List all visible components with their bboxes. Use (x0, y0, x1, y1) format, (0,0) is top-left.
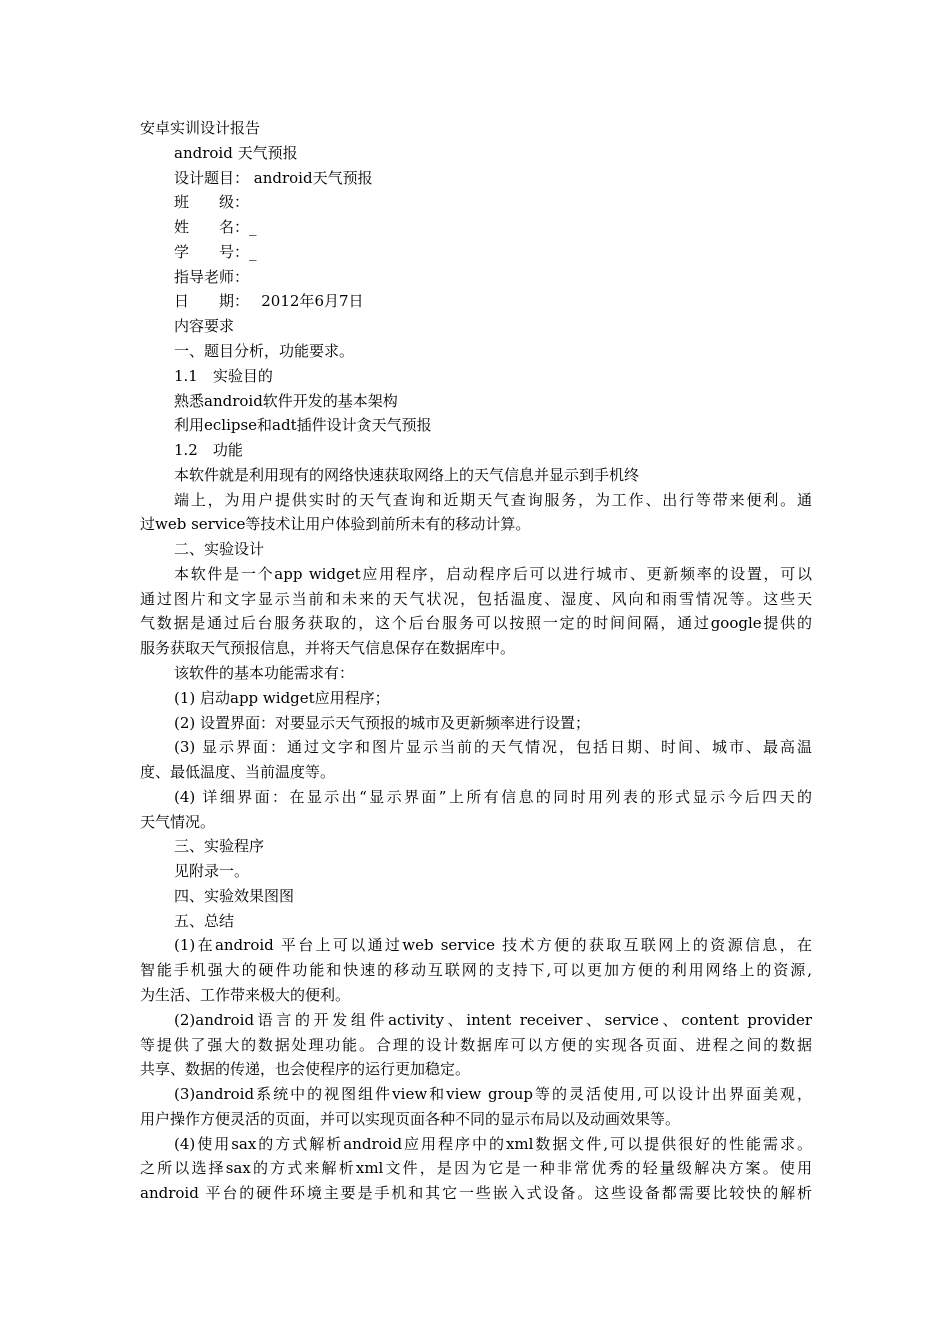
text-line: 学 号：_ (174, 242, 257, 261)
text-line: 天气情况。 (140, 812, 216, 831)
text-line: 端上，为用户提供实时的天气查询和近期天气查询服务，为工作、出行等带来便利。通 (174, 490, 812, 509)
text-line: 共享、数据的传递，也会使程序的运行更加稳定。 (140, 1060, 471, 1079)
text-line: 班 级： (174, 193, 250, 212)
text-line: 二、实验设计 (174, 540, 265, 559)
text-line: 见附录一。 (174, 862, 250, 881)
text-line: 智能手机强大的硬件功能和快速的移动互联网的支持下,可以更加方便的利用网络上的资源, (140, 961, 812, 980)
text-line: 通过图片和文字显示当前和未来的天气状况，包括温度、湿度、风向和雨雪情况等。这些天 (140, 589, 812, 608)
text-line: 度、最低温度、当前温度等。 (140, 763, 336, 781)
text-line: 气数据是通过后台服务获取的，这个后台服务可以按照一定的时间间隔，通过google提供的 (140, 614, 812, 633)
text-line: 等提供了强大的数据处理功能。合理的设计数据库可以方便的实现各页面、进程之间的数据 (140, 1035, 812, 1054)
text-line: 姓 名：_ (174, 218, 257, 237)
text-line: 五、总结 (174, 911, 235, 930)
text-line: (3) 显示界面：通过文字和图片显示当前的天气情况，包括日期、时间、城市、最高温 (174, 738, 812, 757)
text-line: 内容要求 (174, 317, 235, 336)
text-line: 日 期： 2012年6月7日 (174, 292, 364, 311)
text-line: (2)android语言的开发组件activity、intent receiver、service、content provider (174, 1010, 812, 1029)
text-line: 用户操作方便灵活的页面，并可以实现页面各种不同的显示布局以及动画效果等。 (140, 1109, 681, 1128)
text-line: 熟悉android软件开发的基本架构 (174, 391, 398, 410)
text-line: 1.1 实验目的 (174, 366, 273, 385)
text-line: android 平台的硬件环境主要是手机和其它一些嵌入式设备。这些设备都需要比较快的解析 (140, 1184, 812, 1203)
text-line: 三、实验程序 (174, 837, 265, 856)
text-line: (3)android系统中的视图组件view和view group等的灵活使用,可以设计出界面美观， (174, 1085, 812, 1103)
text-line: android 天气预报 (174, 143, 298, 162)
text-line: (1)在android 平台上可以通过web service 技术方便的获取互联网上的资源信息，在 (174, 936, 812, 955)
text-line: 之所以选择sax的方式来解析xml文件，是因为它是一种非常优秀的轻量级解决方案。使用 (140, 1159, 812, 1178)
text-line: 指导老师： (174, 267, 250, 286)
text-line: 本软件就是利用现有的网络快速获取网络上的天气信息并显示到手机终 (174, 465, 640, 484)
text-line: (1) 启动app widget应用程序； (174, 688, 390, 707)
text-line: 服务获取天气预报信息，并将天气信息保存在数据库中。 (140, 639, 516, 658)
text-line: (4) 详细界面：在显示出“显示界面”上所有信息的同时用列表的形式显示今后四天的 (174, 787, 812, 806)
document-title: 安卓实训设计报告 (140, 119, 261, 137)
text-line: 设计题目： android天气预报 (174, 168, 373, 187)
text-line: 过web service等技术让用户体验到前所未有的移动计算。 (140, 515, 531, 534)
text-line: 1.2 功能 (174, 441, 243, 459)
text-line: 本软件是一个app widget应用程序，启动程序后可以进行城市、更新频率的设置，可以 (174, 564, 812, 583)
text-line: 为生活、工作带来极大的便利。 (140, 985, 351, 1004)
text-line: 四、实验效果图图 (174, 886, 295, 905)
text-line: 一、题目分析，功能要求。 (174, 341, 355, 360)
text-line: (4)使用sax的方式解析android应用程序中的xml数据文件,可以提供很好的性能需求。 (174, 1134, 812, 1153)
text-line: 利用eclipse和adt插件设计贪天气预报 (174, 416, 432, 435)
text-line: (2) 设置界面：对要显示天气预报的城市及更新频率进行设置； (174, 713, 591, 732)
text-line: 该软件的基本功能需求有： (174, 663, 355, 682)
